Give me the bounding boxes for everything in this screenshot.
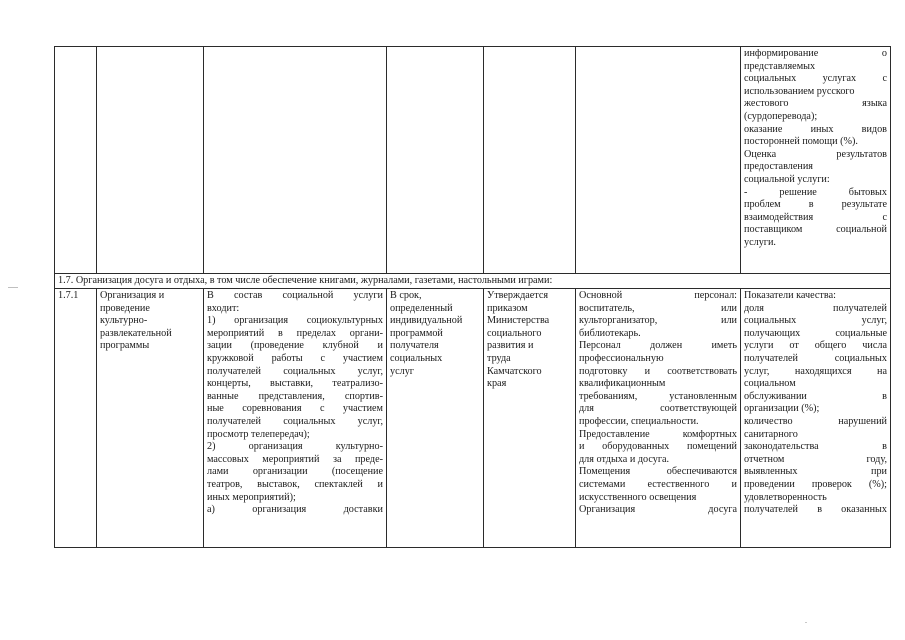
text-line: услуги.: [744, 236, 776, 248]
cell-term: [387, 47, 484, 274]
text-line: В срок,: [390, 290, 422, 301]
text-line: развлекательной: [100, 327, 172, 339]
cell-name: [97, 47, 204, 274]
text-line: обслуживании в: [744, 390, 887, 402]
service-name: [97, 289, 204, 548]
row-number: 1.7.1: [55, 289, 97, 548]
text-line: организации (%);: [744, 403, 820, 415]
text-line: искусственного освещения: [579, 491, 697, 503]
text-line: зации (проведение клубной и: [207, 340, 383, 352]
text-line: Персонал должен иметь: [579, 340, 737, 352]
text-line: информирование о: [744, 48, 887, 59]
text-line: труда: [487, 352, 511, 364]
text-line: получателей в оказанных: [744, 504, 887, 516]
text-line: программы: [100, 340, 150, 352]
service-norm: [484, 289, 576, 548]
text-line: получающих социальные: [744, 327, 887, 339]
text-line: проведении проверок (%);: [744, 478, 887, 490]
text-line: приказом: [487, 302, 528, 314]
text-line: программой: [390, 327, 443, 339]
text-line: мероприятий в пределах органи-: [207, 327, 383, 339]
text-line: жестового языка: [744, 98, 887, 110]
text-line: Помещения обеспечиваются: [579, 466, 737, 478]
text-line: получателя: [390, 340, 439, 352]
text-line: поставщиком социальной: [744, 224, 887, 236]
text-line: 2) организация культурно-: [207, 441, 383, 453]
text-line: отчетном году,: [744, 453, 887, 465]
text-line: а) организация доставки: [207, 504, 383, 516]
text-line: развития и: [487, 340, 534, 352]
table-row: [55, 289, 891, 548]
cell-norm: [484, 47, 576, 274]
text-line: социальных услуг,: [744, 315, 887, 327]
text-line: социальном: [744, 378, 796, 390]
text-line: иных мероприятий);: [207, 491, 296, 503]
text-line: удовлетворенность: [744, 491, 827, 503]
text-line: Основной персонал:: [579, 290, 737, 301]
text-line: социальной услуги:: [744, 173, 830, 185]
text-line: края: [487, 378, 507, 390]
text-line: получателей социальных услуг,: [207, 365, 383, 377]
text-line: услуг: [390, 365, 414, 377]
text-line: лами организации (посещение: [207, 466, 383, 478]
text-line: (сурдоперевода);: [744, 110, 818, 122]
text-line: индивидуальной: [390, 315, 463, 327]
text-line: подготовку и соответствовать: [579, 365, 737, 377]
table-row-continued: [55, 47, 891, 274]
text-line: ные соревнования с участием: [207, 403, 383, 415]
text-line: проблем в результате: [744, 199, 887, 211]
quality-indicators: [741, 289, 891, 548]
text-line: требованиям, установленным: [579, 390, 737, 402]
services-table: [54, 46, 891, 548]
cell-number: [55, 47, 97, 274]
text-line: Камчатского: [487, 365, 542, 377]
text-line: использованием русского: [744, 85, 855, 97]
text-line: Оценка результатов: [744, 148, 887, 160]
text-line: ванные представления, спортив-: [207, 390, 383, 402]
text-line: социальных: [390, 352, 443, 364]
text-line: культурно-: [100, 315, 148, 327]
text-line: профессиональную: [579, 352, 664, 364]
text-line: социальных услугах с: [744, 73, 887, 85]
text-line: системами естественного и: [579, 478, 737, 490]
text-line: Показатели качества:: [744, 290, 836, 301]
text-line: и оборудованных помещений: [579, 441, 737, 453]
text-line: определенный: [390, 302, 453, 314]
text-line: услуги от общего числа: [744, 340, 887, 352]
text-line: для отдыха и досуга.: [579, 453, 670, 465]
cell-quality: [741, 47, 891, 274]
cell-content: [204, 47, 387, 274]
text-line: для соответствующей: [579, 403, 737, 415]
text-line: просмотр телепередач);: [207, 428, 310, 440]
text-line: кружковой работы с участием: [207, 352, 383, 364]
text-line: представляемых: [744, 60, 816, 72]
text-line: Министерства: [487, 315, 550, 327]
service-conditions: [576, 289, 741, 548]
scan-artifact: [805, 622, 807, 623]
text-line: выявленных при: [744, 466, 887, 478]
text-line: посторонней помощи (%).: [744, 136, 858, 148]
text-line: количество нарушений: [744, 415, 887, 427]
text-line: предоставления: [744, 161, 813, 173]
text-line: - решение бытовых: [744, 186, 887, 198]
text-line: Утверждается: [487, 290, 549, 301]
text-line: взаимодействия с: [744, 211, 887, 223]
text-line: квалификационным: [579, 378, 666, 390]
text-line: Организация и: [100, 290, 165, 301]
text-line: санитарного: [744, 428, 798, 440]
text-line: концерты, выставки, театрализо-: [207, 378, 383, 390]
text-line: В состав социальной услуги: [207, 290, 383, 301]
text-line: входит:: [207, 302, 240, 314]
section-title: 1.7. Организация досуга и отдыха, в том числе обеспечение книгами, журналами, газетами, настольными играми:: [55, 274, 891, 289]
scan-artifact: [8, 287, 18, 288]
text-line: театров, выставок, спектаклей и: [207, 478, 383, 490]
text-line: 1) организация социокультурных: [207, 315, 383, 327]
text-line: получателей социальных услуг,: [207, 415, 383, 427]
text-line: профессии, специальности.: [579, 415, 699, 427]
service-content: [204, 289, 387, 548]
text-line: доля получателей: [744, 302, 887, 314]
text-line: услуг, находящихся на: [744, 365, 887, 377]
text-line: законодательства в: [744, 441, 887, 453]
text-line: воспитатель, или: [579, 302, 737, 314]
text-line: проведение: [100, 302, 150, 314]
text-line: культорганизатор, или: [579, 315, 737, 327]
text-line: Организация досуга: [579, 504, 737, 516]
text-line: Предоставление комфортных: [579, 428, 737, 440]
cell-conditions: [576, 47, 741, 274]
text-line: социального: [487, 327, 542, 339]
text-line: массовых мероприятий за преде-: [207, 453, 383, 465]
text-line: оказание иных видов: [744, 123, 887, 135]
text-line: библиотекарь.: [579, 327, 641, 339]
service-term: [387, 289, 484, 548]
text-line: получателей социальных: [744, 352, 887, 364]
section-header-row: [55, 274, 891, 289]
